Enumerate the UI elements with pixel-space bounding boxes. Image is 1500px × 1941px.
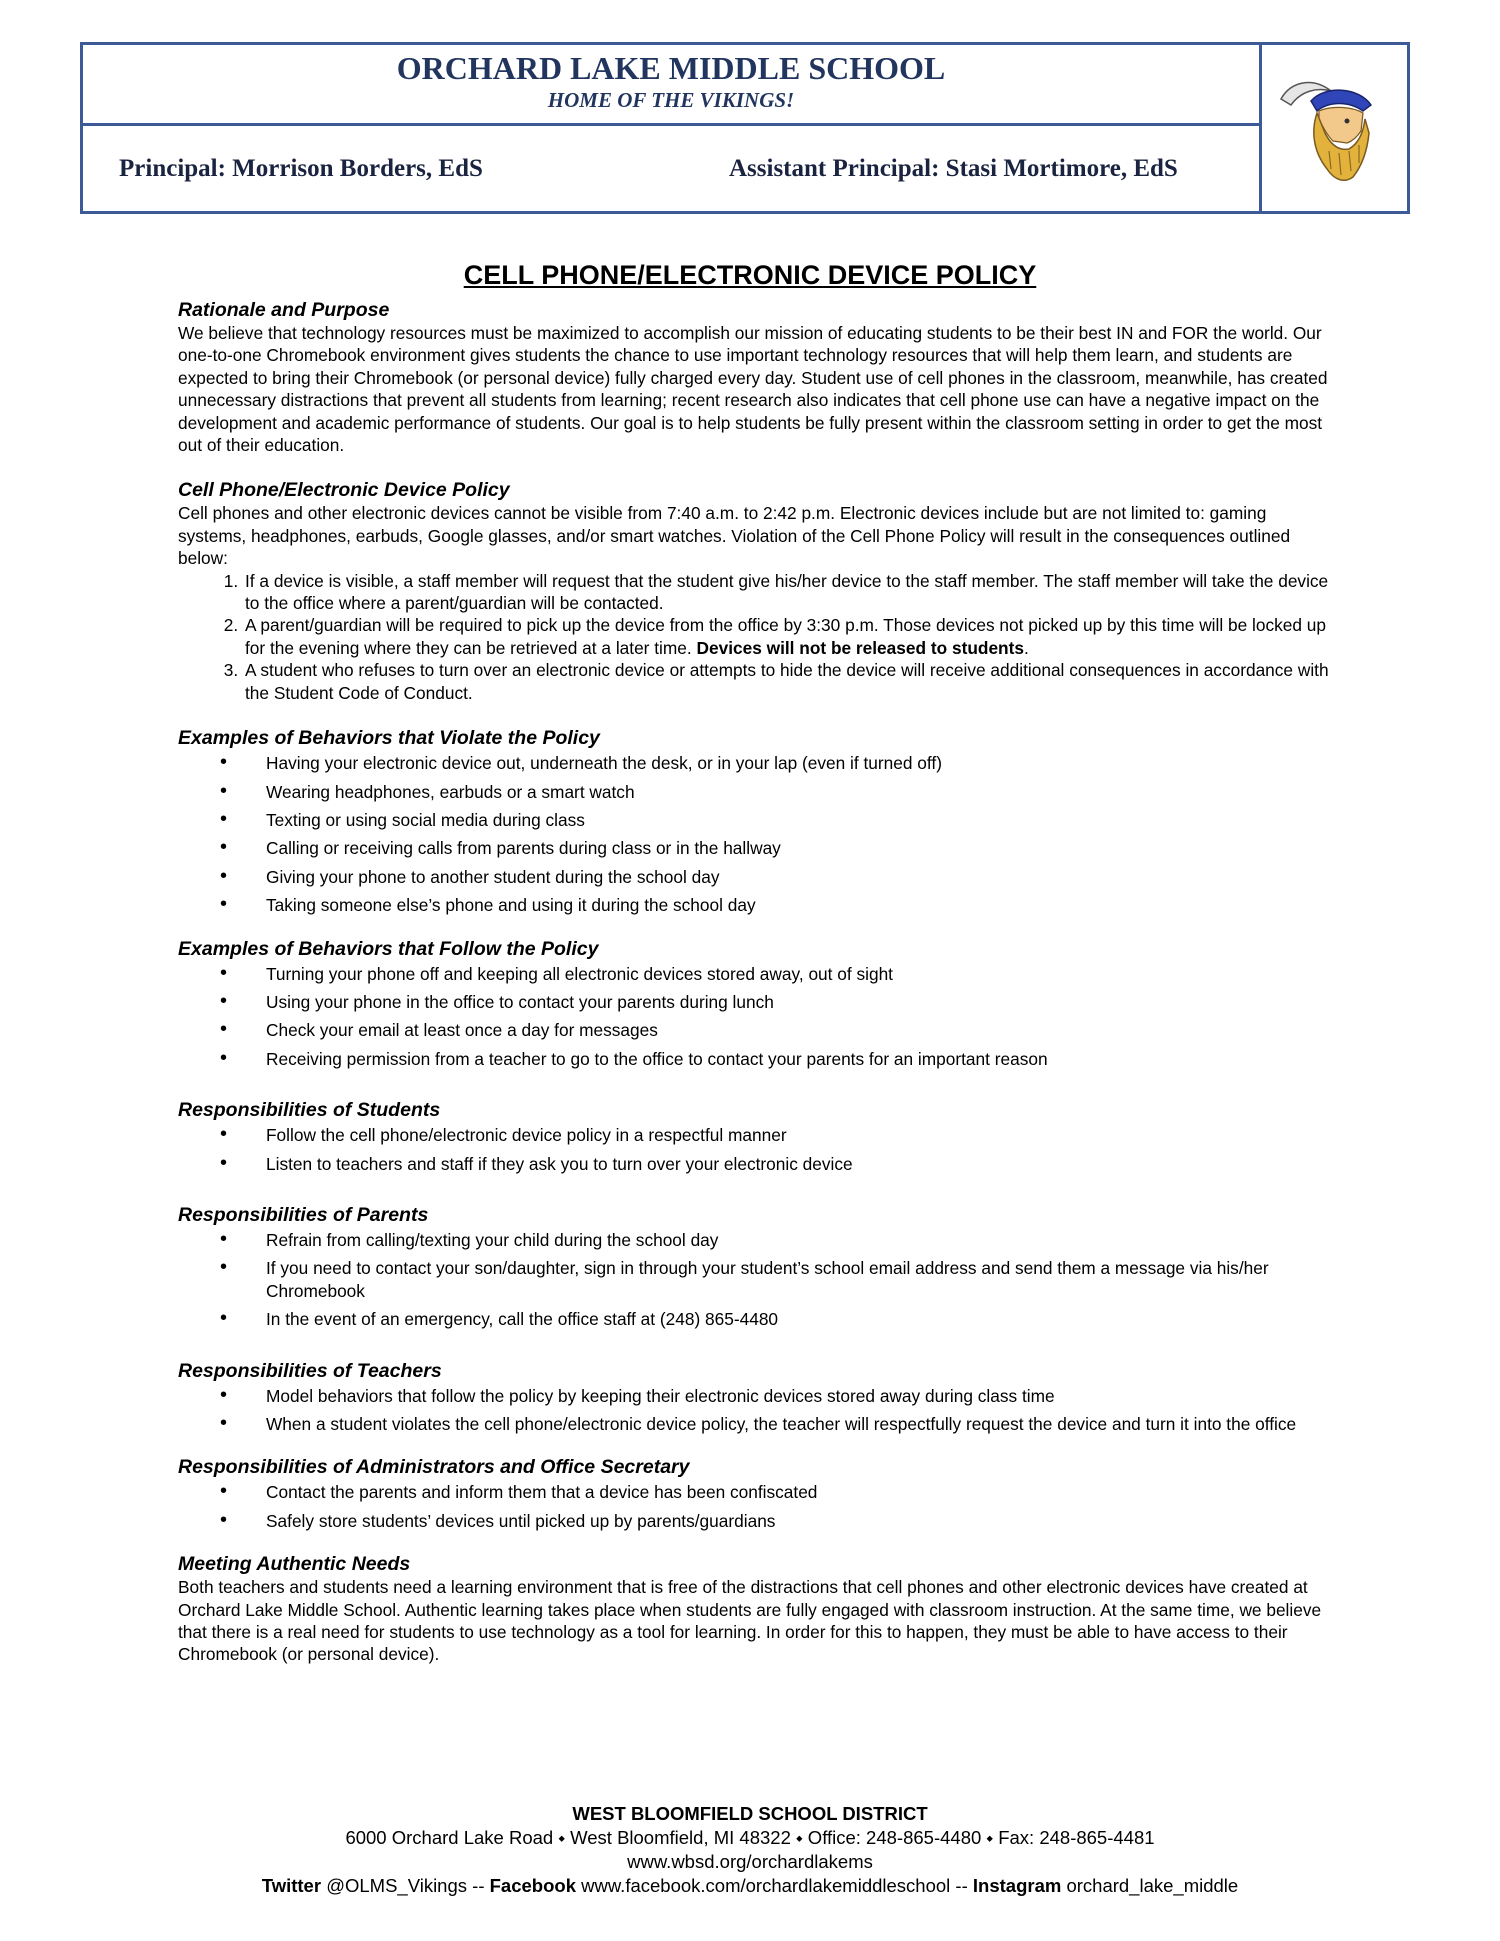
list-item: • Refrain from calling/texting your child during the school day xyxy=(178,1229,1333,1251)
facebook-url[interactable]: www.facebook.com/orchardlakemiddleschool xyxy=(581,1875,951,1896)
instagram-label: Instagram xyxy=(972,1875,1062,1896)
social-links: Twitter @OLMS_Vikings -- Facebook www.facebook.com/orchardlakemiddleschool -- Instagram orchard_lake_middle xyxy=(261,1875,1239,1896)
policy-heading: Cell Phone/Electronic Device Policy xyxy=(178,479,510,502)
viking-head-logo xyxy=(1273,71,1393,191)
policy-title: CELL PHONE/ELECTRONIC DEVICE POLICY xyxy=(463,260,1037,290)
needs-heading: Meeting Authentic Needs xyxy=(178,1553,411,1576)
policy-intro: Cell phones and other electronic devices cannot be visible from 7:40 a.m. to 2:42 p.m. Electronic devices include but are not limited to: gaming systems, headphones, earbuds, Google glasses, and/or smart watches. Violation of the Cell Phone Policy will result in the consequences outlined below: xyxy=(178,503,1291,569)
list-item: • Follow the cell phone/electronic device policy in a respectful manner xyxy=(178,1124,1333,1146)
district-name: WEST BLOOMFIELD SCHOOL DISTRICT xyxy=(572,1803,928,1824)
students-list xyxy=(178,1124,1333,1175)
list-item: • In the event of an emergency, call the office staff at (248) 865-4480 xyxy=(178,1308,1333,1330)
follow-list xyxy=(178,963,1333,1071)
admins-heading: Responsibilities of Administrators and Office Secretary xyxy=(178,1456,690,1479)
list-item: • Calling or receiving calls from parents during class or in the hallway xyxy=(178,837,1333,859)
violate-heading: Examples of Behaviors that Violate the Policy xyxy=(178,727,600,750)
letterhead-title-row xyxy=(83,45,1259,126)
facebook-label: Facebook xyxy=(489,1875,576,1896)
letterhead-text-area xyxy=(83,45,1262,211)
list-item: • Safely store students’ devices until picked up by parents/guardians xyxy=(178,1510,1333,1532)
school-motto: HOME OF THE VIKINGS! xyxy=(547,88,795,112)
list-item: • Model behaviors that follow the policy by keeping their electronic devices stored away during class time xyxy=(178,1385,1333,1407)
twitter-label: Twitter xyxy=(261,1875,322,1896)
consequence-list xyxy=(178,570,1333,704)
policy-content xyxy=(178,298,1333,1666)
admins-list xyxy=(178,1481,1333,1532)
parents-list xyxy=(178,1229,1333,1331)
parents-heading: Responsibilities of Parents xyxy=(178,1203,429,1226)
rationale-heading: Rationale and Purpose xyxy=(178,299,390,321)
consequence-item: 1. If a device is visible, a staff member will request that the student give his/her device to the staff member. The staff member will take the device to the office where a parent/guardian will be contacted. xyxy=(243,570,1333,615)
list-item: • Having your electronic device out, underneath the desk, or in your lap (even if turned off) xyxy=(178,752,1333,774)
list-item: • Turning your phone off and keeping all electronic devices stored away, out of sight xyxy=(178,963,1333,985)
consequence-item: 2. A parent/guardian will be required to pick up the device from the office by 3:30 p.m. Those devices not picked up by this time will be locked up for the evening where they can be retrieved at a later time. Devices will not be released to students. xyxy=(243,614,1333,659)
list-item: • Using your phone in the office to contact your parents during lunch xyxy=(178,991,1333,1013)
list-item: • Listen to teachers and staff if they ask you to turn over your electronic device xyxy=(178,1153,1333,1175)
instagram-handle[interactable]: orchard_lake_middle xyxy=(1066,1875,1239,1896)
list-item: • Texting or using social media during class xyxy=(178,809,1333,831)
district-address: 6000 Orchard Lake Road ⬩ West Bloomfield, MI 48322 ⬩ Office: 248-865-4480 ⬩ Fax: 248-865-4481 xyxy=(345,1827,1155,1848)
teachers-list xyxy=(178,1385,1333,1436)
district-footer xyxy=(0,1802,1500,1898)
assistant-principal-name: Assistant Principal: Stasi Mortimore, EdS xyxy=(729,155,1178,182)
twitter-handle[interactable]: @OLMS_Vikings xyxy=(326,1875,468,1896)
list-item: • When a student violates the cell phone/electronic device policy, the teacher will respectfully request the device and turn it into the office xyxy=(178,1413,1333,1435)
students-heading: Responsibilities of Students xyxy=(178,1099,441,1122)
letterhead xyxy=(80,42,1410,214)
bold-notice: Devices will not be released to students xyxy=(696,637,1024,658)
rationale-text: We believe that technology resources must be maximized to accomplish our mission of educating students to be their best IN and FOR the world. Our one-to-one Chromebook environment gives students the chance to use important technology resources that will help them learn, and students are expected to bring their Chromebook (or personal device) fully charged every day. Student use of cell phones in the classroom, meanwhile, has created unnecessary distractions that prevent all students from learning; recent research also indicates that cell phone use can have a negative impact on the development and academic performance of students. Our goal is to help students be fully present within the classroom setting in order to get the most out of their education. xyxy=(178,323,1328,456)
list-item: • Giving your phone to another student during the school day xyxy=(178,866,1333,888)
school-website[interactable]: www.wbsd.org/orchardlakems xyxy=(627,1851,873,1872)
list-item: • Receiving permission from a teacher to go to the office to contact your parents for an important reason xyxy=(178,1048,1333,1070)
list-item: • Check your email at least once a day for messages xyxy=(178,1019,1333,1041)
list-item: • Contact the parents and inform them that a device has been confiscated xyxy=(178,1481,1333,1503)
list-item: • Wearing headphones, earbuds or a smart watch xyxy=(178,781,1333,803)
needs-text: Both teachers and students need a learning environment that is free of the distractions that cell phones and other electronic devices have created at Orchard Lake Middle School. Authentic learning takes place when students are fully engaged with classroom instruction. At the same time, we believe that there is a real need for students to use technology as a tool for learning. In order for this to happen, they must be able to have access to their Chromebook (or personal device). xyxy=(178,1577,1322,1665)
follow-heading: Examples of Behaviors that Follow the Policy xyxy=(178,937,599,960)
list-item: • Taking someone else’s phone and using it during the school day xyxy=(178,894,1333,916)
school-name: ORCHARD LAKE MIDDLE SCHOOL xyxy=(396,50,946,86)
consequence-item: 3. A student who refuses to turn over an electronic device or attempts to hide the device will receive additional consequences in accordance with the Student Code of Conduct. xyxy=(243,659,1333,704)
violate-list xyxy=(178,752,1333,916)
teachers-heading: Responsibilities of Teachers xyxy=(178,1359,442,1382)
principal-name: Principal: Morrison Borders, EdS xyxy=(119,155,483,182)
list-item: • If you need to contact your son/daughter, sign in through your student’s school email address and send them a message via his/her Chromebook xyxy=(178,1257,1333,1302)
